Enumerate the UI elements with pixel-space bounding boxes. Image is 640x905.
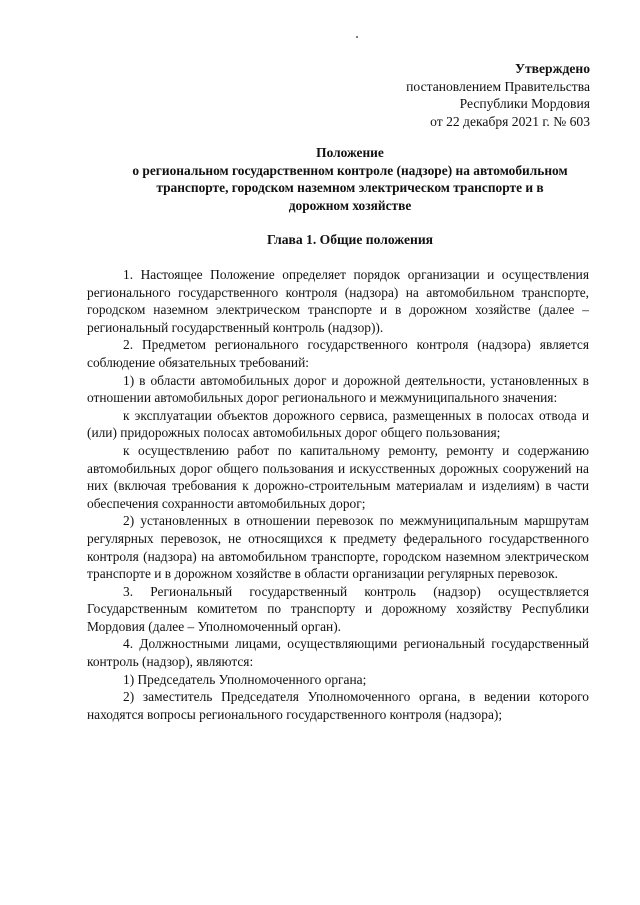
approval-date: от 22 декабря 2021 г. № 603 — [430, 113, 590, 129]
document-title — [60, 144, 640, 214]
paragraph-8: 4. Должностными лицами, осуществляющими региональный государственный контроль (надзор), являются: — [87, 636, 589, 670]
approval-block — [380, 60, 590, 130]
paragraph-7: 3. Региональный государственный контроль (надзор) осуществляется Государственным комитетом по транспорту и дорожному хозяйству Республики Мордовия (далее – Уполномоченный орган). — [87, 583, 589, 634]
title-line-2: о региональном государственном контроле (надзоре) на автомобильном — [132, 162, 568, 178]
title-line-1: Положение — [316, 145, 384, 160]
paragraph-9: 1) Председатель Уполномоченного органа; — [123, 671, 367, 687]
paragraph-10: 2) заместитель Председателя Уполномоченного органа, в ведении которого находятся вопросы регионального государственного контроля (надзора); — [87, 689, 589, 722]
scan-speck — [356, 36, 358, 38]
paragraph-4: к эксплуатации объектов дорожного сервиса, размещенных в полосах отвода и (или) придорожных полосах автомобильных дорог общего пользования; — [87, 407, 589, 441]
document-body — [87, 266, 589, 723]
title-line-3: транспорте, городском наземном электрическом транспорте и в — [156, 180, 544, 195]
approval-label: Утверждено — [515, 61, 590, 76]
title-line-4: дорожном хозяйстве — [288, 197, 412, 213]
chapter-heading: Глава 1. Общие положения — [266, 232, 434, 247]
paragraph-2: 2. Предметом регионального государственного контроля (надзора) является соблюдение обязательных требований: — [87, 337, 589, 370]
paragraph-6: 2) установленных в отношении перевозок по межмуниципальным маршрутам регулярных перевозок, не относящихся к предмету федерального государственного контроля (надзора) на автомобильном транспорте, городском наземном электрическом транспорте и в дорожном хозяйстве в области организации регулярных перевозок. — [87, 513, 589, 582]
paragraph-3: 1) в области автомобильных дорог и дорожной деятельности, установленных в отношении автомобильных дорог регионального и межмуниципального значения: — [87, 372, 589, 406]
approval-line-2: Республики Мордовия — [459, 96, 590, 111]
paragraph-5: к осуществлению работ по капитальному ремонту, ремонту и содержанию автомобильных дорог общего пользования и искусственных дорожных сооружений на них (включая требования к дорожно-строительным материалам и изделиям) в части обеспечения сохранности автомобильных дорог; — [87, 442, 589, 511]
approval-line-1: постановлением Правительства — [406, 78, 590, 94]
paragraph-1: 1. Настоящее Положение определяет порядок организации и осуществления регионального государственного контроля (надзора) на автомобильном транспорте, городском наземном электрическом транспорте и в дорожном хозяйстве (далее – региональный государственный контроль (надзор)). — [87, 267, 589, 335]
